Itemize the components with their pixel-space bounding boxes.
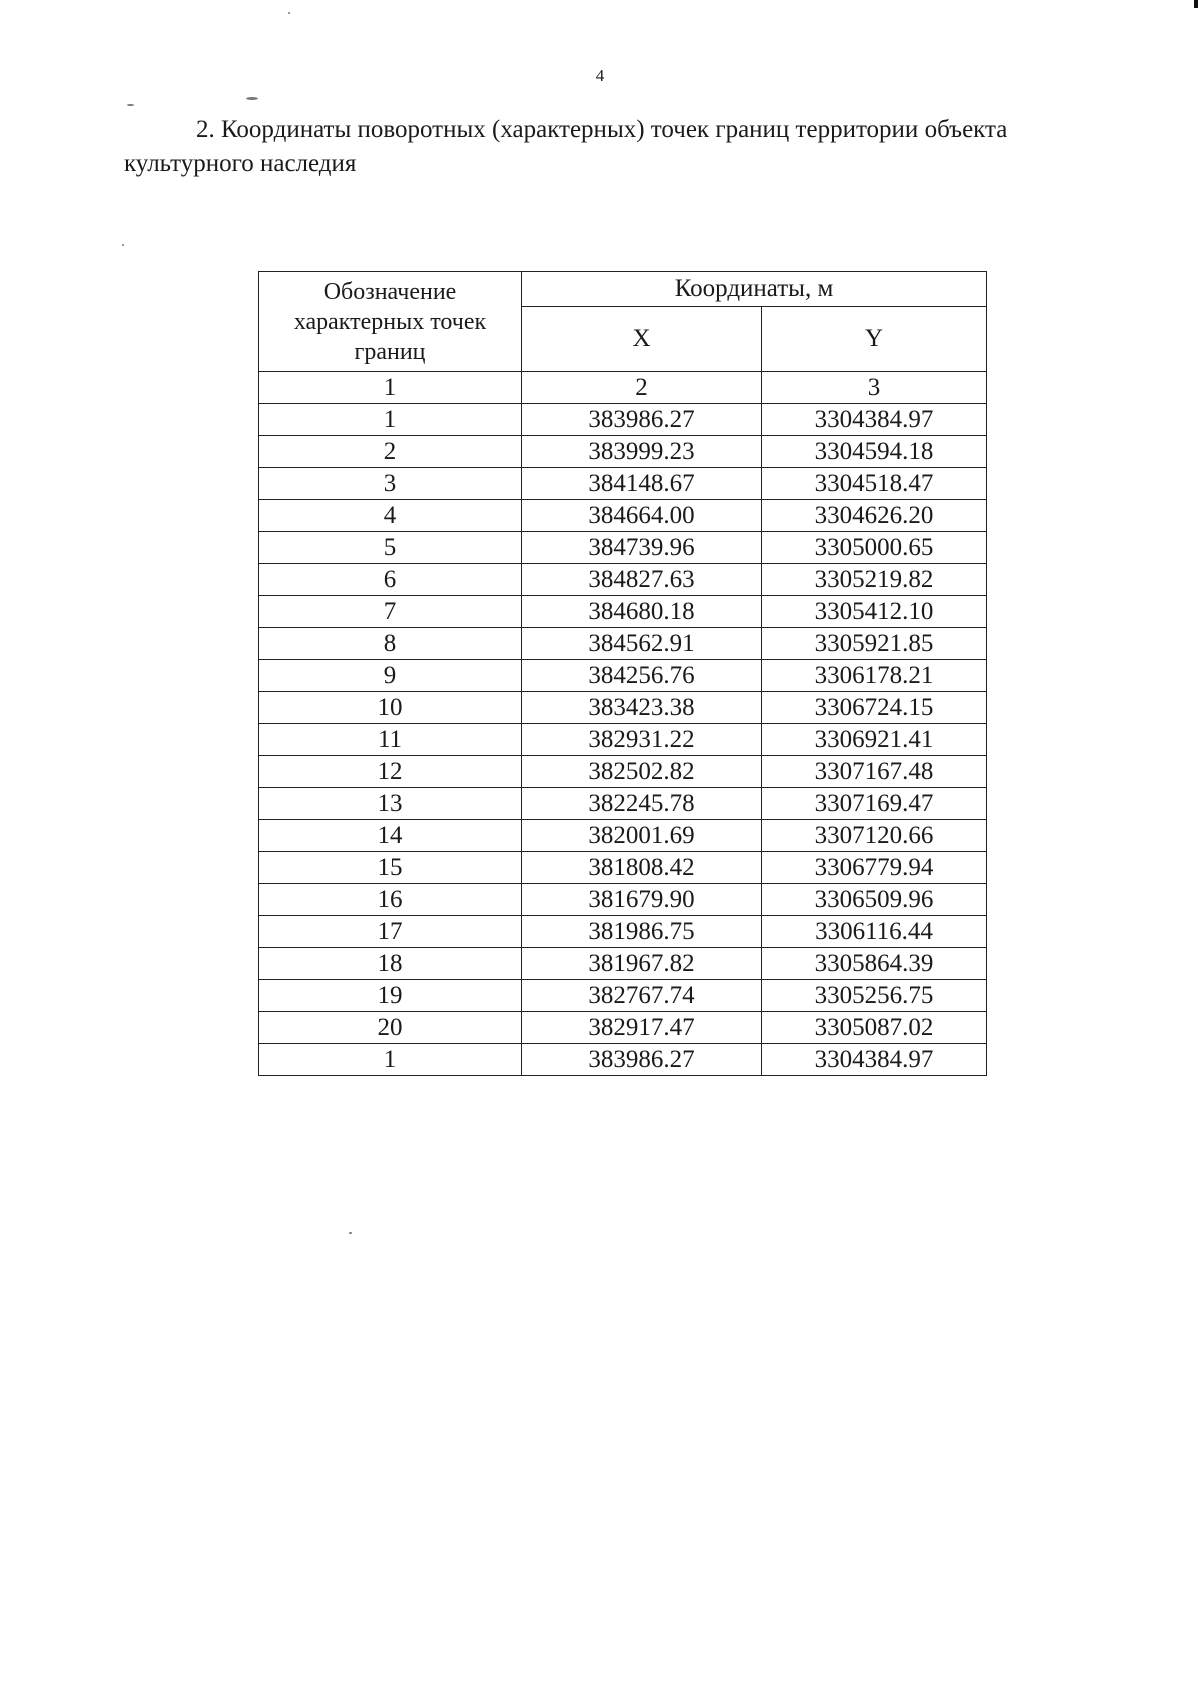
point-cell: 9 — [259, 660, 522, 692]
point-cell: 8 — [259, 628, 522, 660]
y-cell: 3305087.02 — [762, 1012, 987, 1044]
table-row — [259, 724, 987, 756]
y-cell: 3306116.44 — [762, 916, 987, 948]
table-row — [259, 980, 987, 1012]
point-cell: 13 — [259, 788, 522, 820]
y-cell: 3304384.97 — [762, 404, 987, 436]
table-row — [259, 628, 987, 660]
table-row — [259, 948, 987, 980]
y-cell: 3304626.20 — [762, 500, 987, 532]
point-cell: 5 — [259, 532, 522, 564]
x-cell: 382001.69 — [522, 820, 762, 852]
column-number: 1 — [259, 372, 522, 404]
table-row — [259, 468, 987, 500]
column-number: 3 — [762, 372, 987, 404]
point-cell: 3 — [259, 468, 522, 500]
x-cell: 384148.67 — [522, 468, 762, 500]
y-cell: 3305864.39 — [762, 948, 987, 980]
point-cell: 18 — [259, 948, 522, 980]
point-cell: 12 — [259, 756, 522, 788]
scan-speck — [122, 244, 124, 246]
point-cell: 11 — [259, 724, 522, 756]
y-cell: 3305219.82 — [762, 564, 987, 596]
y-cell: 3304594.18 — [762, 436, 987, 468]
y-cell: 3305412.10 — [762, 596, 987, 628]
column-number: 2 — [522, 372, 762, 404]
table-row — [259, 692, 987, 724]
x-cell: 382917.47 — [522, 1012, 762, 1044]
x-cell: 382502.82 — [522, 756, 762, 788]
table-row — [259, 820, 987, 852]
x-cell: 383986.27 — [522, 404, 762, 436]
x-cell: 382931.22 — [522, 724, 762, 756]
point-cell: 1 — [259, 404, 522, 436]
y-header: Y — [762, 307, 987, 372]
table-row — [259, 1012, 987, 1044]
y-cell: 3307169.47 — [762, 788, 987, 820]
x-cell: 384739.96 — [522, 532, 762, 564]
x-cell: 381967.82 — [522, 948, 762, 980]
table-row — [259, 404, 987, 436]
x-cell: 384664.00 — [522, 500, 762, 532]
point-cell: 6 — [259, 564, 522, 596]
y-cell: 3304518.47 — [762, 468, 987, 500]
y-cell: 3307120.66 — [762, 820, 987, 852]
table-row — [259, 436, 987, 468]
x-cell: 384562.91 — [522, 628, 762, 660]
x-cell: 383986.27 — [522, 1044, 762, 1076]
point-cell: 4 — [259, 500, 522, 532]
point-cell: 17 — [259, 916, 522, 948]
x-cell: 382767.74 — [522, 980, 762, 1012]
point-cell: 7 — [259, 596, 522, 628]
scan-edge-mark — [1194, 0, 1198, 8]
table-row — [259, 564, 987, 596]
x-cell: 383423.38 — [522, 692, 762, 724]
point-cell: 14 — [259, 820, 522, 852]
point-cell: 19 — [259, 980, 522, 1012]
point-cell: 10 — [259, 692, 522, 724]
page-number: 4 — [595, 66, 605, 85]
section-heading: 2. Координаты поворотных (характерных) точек границ территории объекта культурного наследия — [124, 116, 1008, 177]
table-row — [259, 660, 987, 692]
x-cell: 383999.23 — [522, 436, 762, 468]
scan-speck — [288, 12, 290, 14]
table-row — [259, 852, 987, 884]
x-cell: 382245.78 — [522, 788, 762, 820]
table-row — [259, 596, 987, 628]
y-cell: 3306921.41 — [762, 724, 987, 756]
point-cell: 2 — [259, 436, 522, 468]
table-row — [259, 500, 987, 532]
scan-speck — [127, 104, 134, 106]
x-cell: 384680.18 — [522, 596, 762, 628]
table-row — [259, 916, 987, 948]
x-cell: 381808.42 — [522, 852, 762, 884]
point-cell: 20 — [259, 1012, 522, 1044]
y-cell: 3306724.15 — [762, 692, 987, 724]
scan-speck — [246, 97, 258, 100]
table-row — [259, 788, 987, 820]
point-cell: 16 — [259, 884, 522, 916]
x-header: X — [522, 307, 762, 372]
y-cell: 3306509.96 — [762, 884, 987, 916]
table-row — [259, 884, 987, 916]
x-cell: 381986.75 — [522, 916, 762, 948]
scan-speck — [349, 1232, 352, 1234]
y-cell: 3305256.75 — [762, 980, 987, 1012]
coordinates-header: Координаты, м — [522, 272, 987, 307]
y-cell: 3304384.97 — [762, 1044, 987, 1076]
coordinates-table — [258, 271, 987, 1076]
y-cell: 3305000.65 — [762, 532, 987, 564]
designation-header: Обозначение характерных точек границ — [259, 272, 522, 372]
x-cell: 384827.63 — [522, 564, 762, 596]
x-cell: 381679.90 — [522, 884, 762, 916]
x-cell: 384256.76 — [522, 660, 762, 692]
point-cell: 15 — [259, 852, 522, 884]
table-row — [259, 756, 987, 788]
y-cell: 3305921.85 — [762, 628, 987, 660]
y-cell: 3306178.21 — [762, 660, 987, 692]
table-row — [259, 1044, 987, 1076]
point-cell: 1 — [259, 1044, 522, 1076]
y-cell: 3306779.94 — [762, 852, 987, 884]
y-cell: 3307167.48 — [762, 756, 987, 788]
table-row — [259, 532, 987, 564]
